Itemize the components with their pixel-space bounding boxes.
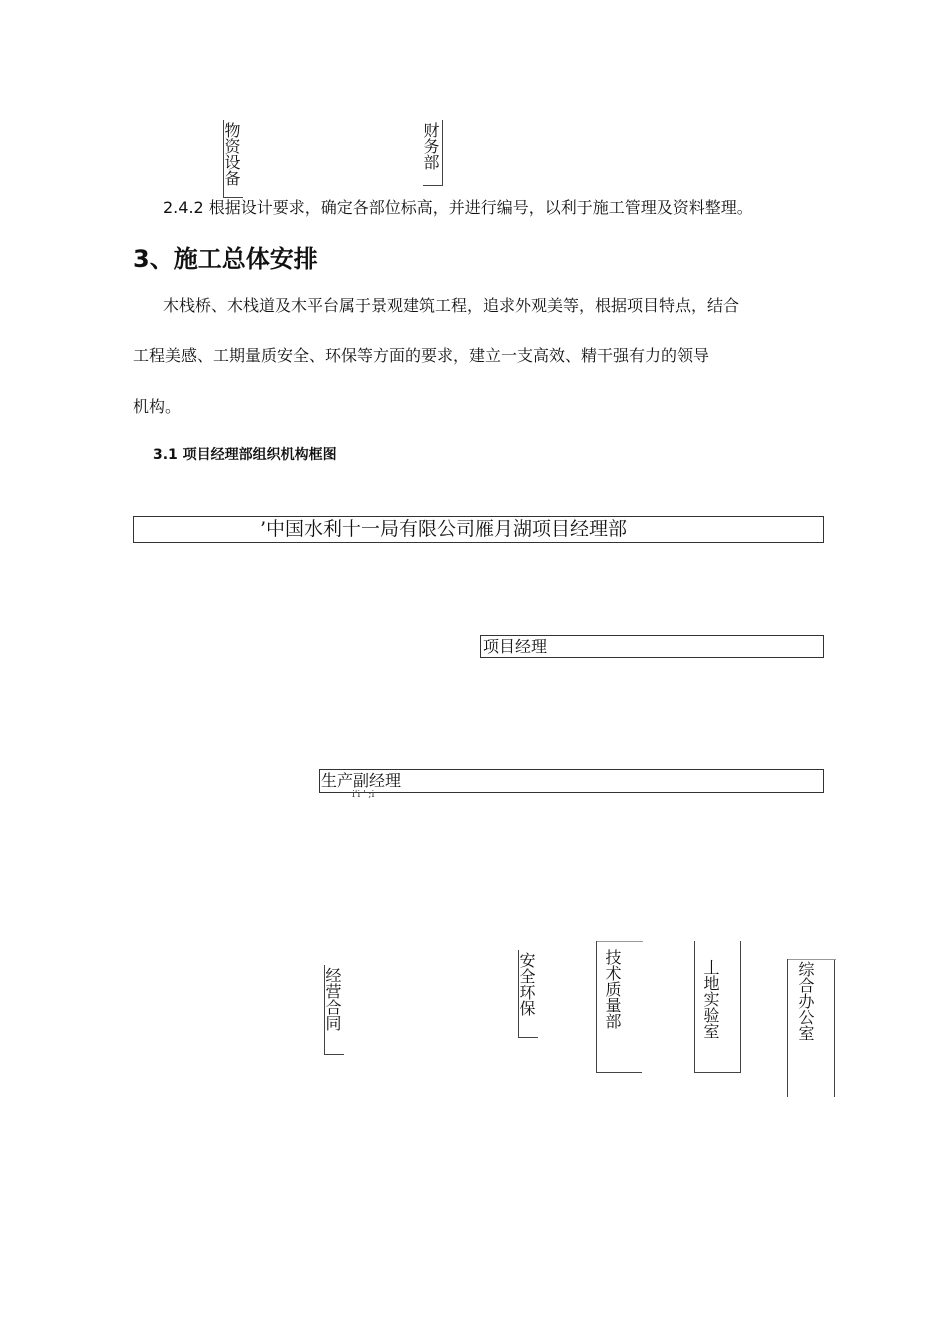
dept-general-office-top-line [788, 959, 836, 960]
section-3-para-line1: 木栈桥、木栈道及木平台属于景观建筑工程，追求外观美等，根据项目特点，结合 [163, 296, 740, 315]
org-deputy-manager-box [319, 769, 824, 793]
materials-equipment-label: 物资设备 [222, 122, 241, 186]
section-3-para-line2: 工程美感、工期量质安全、环保等方面的要求，建立一支高效、精干强有力的领导 [133, 346, 710, 365]
dept-tech-quality-top-line [597, 941, 643, 942]
section-3-heading: 3、施工总体安排 [133, 245, 318, 273]
dept-general-office-box [787, 959, 835, 1097]
materials-equipment-box [223, 120, 243, 198]
dept-tech-quality-label: 技术质量部 [603, 949, 622, 1029]
dept-safety-env-box [518, 950, 538, 1038]
org-project-manager-box [480, 635, 824, 658]
dept-tech-quality-box [596, 941, 642, 1073]
dept-lab-box [694, 941, 741, 1073]
org-deputy-overlap-text: i'i ' ;i [352, 790, 375, 800]
dept-safety-env-label: 安全环保 [517, 952, 536, 1016]
dept-business-contract-label: 经营合同 [323, 967, 342, 1031]
org-top-company-box [133, 516, 824, 543]
section-3-para-line3: 机构。 [133, 397, 182, 416]
org-deputy-manager-label: 生产副经理 [321, 771, 402, 790]
section-3-1-subheading: 3.1 项目经理部组织机构框图 [153, 447, 337, 463]
org-top-company-label: ’中国水利十一局有限公司雁月湖项目经理部 [260, 518, 628, 540]
section-2-4-2-text: 2.4.2 根据设计要求，确定各部位标高，并进行编号，以利于施工管理及资料整理。 [163, 198, 753, 217]
dept-business-contract-box [324, 965, 344, 1055]
org-project-manager-label: 项目经理 [483, 637, 548, 656]
finance-dept-label: 财务部 [421, 122, 440, 170]
dept-general-office-label: 综合办公室 [796, 961, 815, 1041]
dept-lab-label: 丄地实验室 [701, 959, 720, 1039]
finance-dept-box [423, 120, 443, 186]
